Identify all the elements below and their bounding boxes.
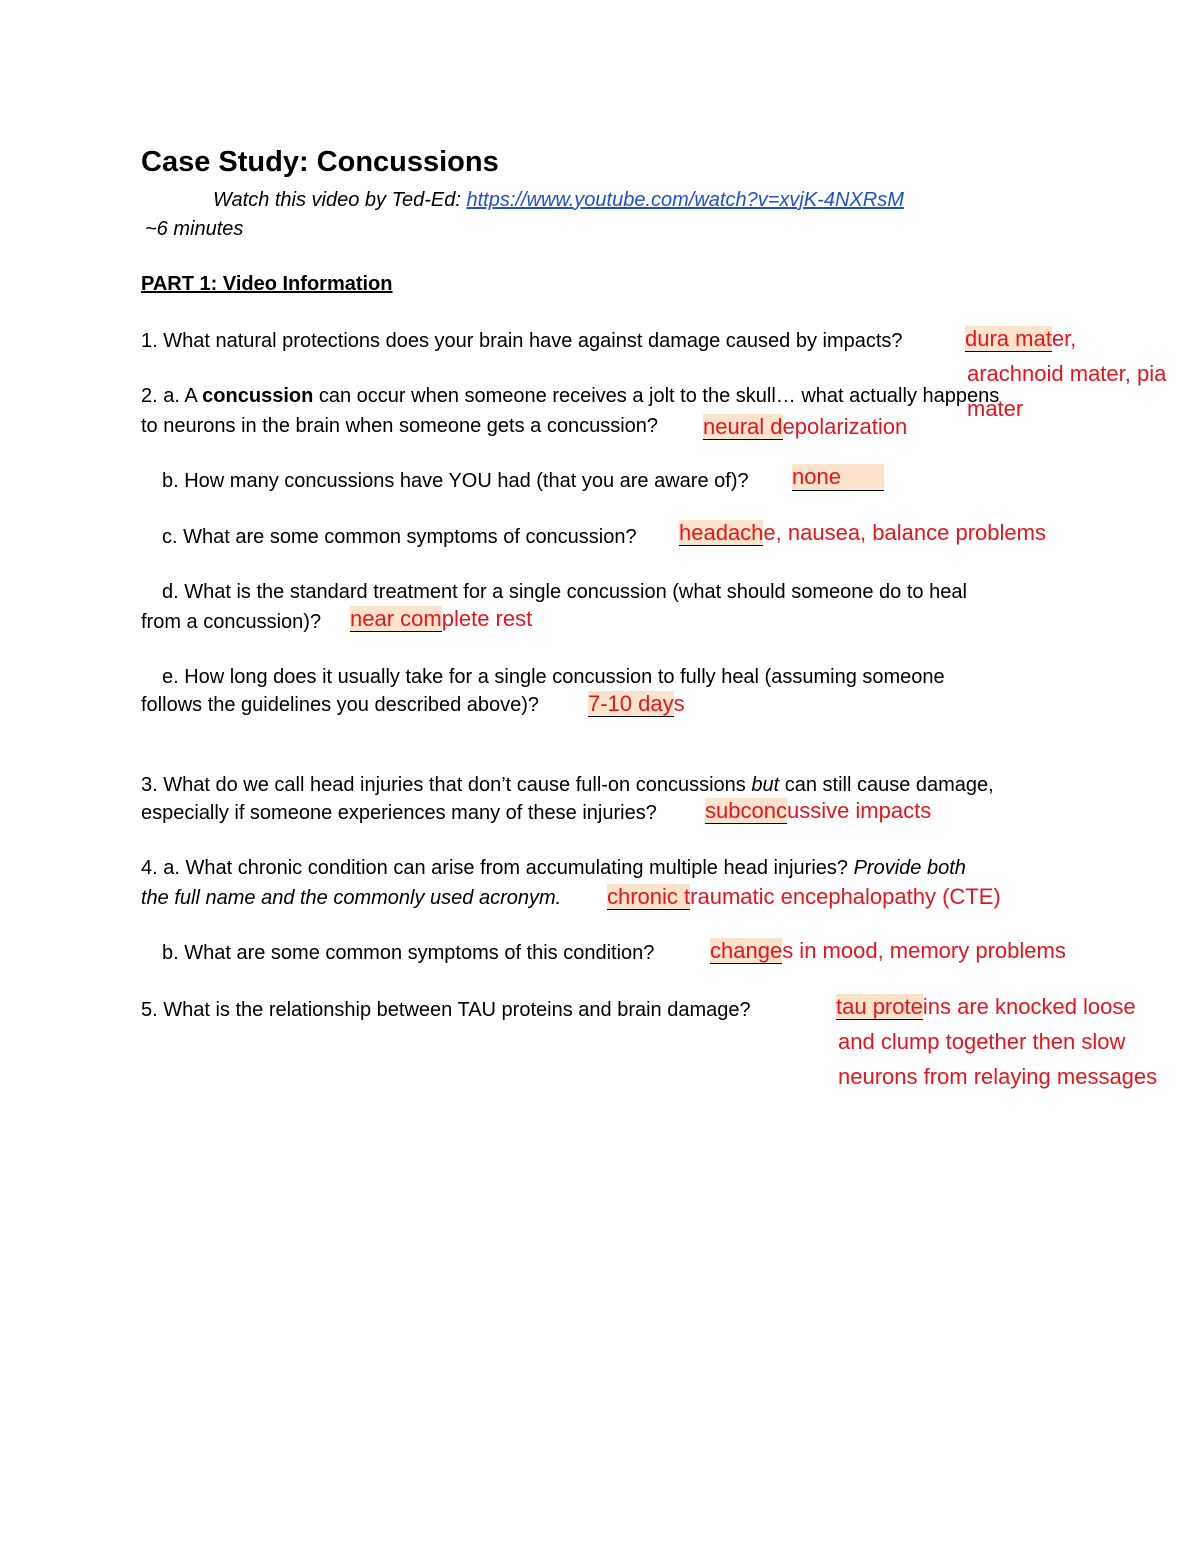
answer-2e — [588, 691, 685, 717]
question-2a-pre: 2. a. A — [141, 385, 203, 407]
question-4a-line2: the full name and the commonly used acronym. — [141, 887, 562, 909]
question-2b: b. How many concussions have YOU had (that you are aware of)? — [162, 470, 749, 492]
video-prefix: Watch this video by Ted-Ed: — [213, 189, 467, 211]
answer-2b-highlight: none — [792, 464, 884, 491]
question-4a-line1 — [141, 856, 966, 880]
answer-2c-rest: e, nausea, balance problems — [763, 520, 1046, 545]
question-4a-italic1: Provide both — [853, 857, 966, 879]
answer-4a — [607, 884, 1001, 910]
answer-4b — [710, 938, 1066, 964]
video-link[interactable]: https://www.youtube.com/watch?v=xvjK-4NXRsM — [466, 189, 904, 211]
question-2a-post: can occur when someone receives a jolt to the skull… what actually happens — [313, 385, 1000, 407]
answer-4a-highlight: chronic t — [607, 884, 691, 909]
answer-5-line2: and clump together then slow — [838, 1029, 1126, 1054]
question-2d-line1: d. What is the standard treatment for a single concussion (what should someone do to heal — [162, 581, 967, 603]
question-3-line2: especially if someone experiences many of these injuries? — [141, 802, 657, 824]
answer-2a-rest: epolarization — [782, 414, 908, 439]
answer-3 — [705, 798, 931, 824]
question-2d-line2: from a concussion)? — [141, 611, 322, 633]
question-3-pre: 3. What do we call head injuries that don’t cause full-on concussions — [141, 774, 752, 796]
answer-4a-rest: raumatic encephalopathy (CTE) — [690, 884, 1001, 909]
question-3-italic: but — [751, 774, 780, 796]
video-instruction — [213, 188, 904, 212]
answer-3-highlight: subconc — [705, 798, 787, 823]
page-title: Case Study: Concussions — [141, 146, 499, 178]
question-5: 5. What is the relationship between TAU proteins and brain damage? — [141, 999, 751, 1021]
question-2a-bold: concussion — [202, 385, 314, 407]
answer-1-highlight: dura mat — [965, 326, 1052, 351]
answer-4b-highlight: change — [710, 938, 783, 963]
question-2e-line2: follows the guidelines you described above)? — [141, 694, 540, 716]
video-duration: ~6 minutes — [145, 218, 244, 240]
question-3-line1 — [141, 773, 994, 797]
answer-3-rest: ussive impacts — [786, 798, 932, 823]
question-2a-line2: to neurons in the brain when someone gets a concussion? — [141, 415, 659, 437]
answer-1-line2: arachnoid mater, pia — [967, 361, 1167, 386]
question-1: 1. What natural protections does your brain have against damage caused by impacts? — [141, 330, 903, 352]
answer-4b-rest: s in mood, memory problems — [782, 938, 1066, 963]
answer-5-rest: ins are knocked loose — [922, 994, 1136, 1019]
answer-2b — [792, 464, 884, 491]
answer-1-rest: er, — [1051, 326, 1077, 351]
answer-2d — [350, 606, 532, 632]
answer-5-line3: neurons from relaying messages — [838, 1064, 1158, 1089]
part1-heading: PART 1: Video Information — [141, 273, 393, 295]
question-2c: c. What are some common symptoms of concussion? — [162, 526, 637, 548]
question-2a-line1 — [141, 384, 999, 408]
answer-2c-highlight: headach — [679, 520, 764, 545]
answer-2a-highlight: neural d — [703, 414, 783, 439]
answer-1 — [965, 326, 1076, 352]
question-3-post: can still cause damage, — [779, 774, 994, 796]
question-2e-line1: e. How long does it usually take for a single concussion to fully heal (assuming someone — [162, 666, 945, 688]
answer-2d-rest: plete rest — [441, 606, 533, 631]
answer-1-line3: mater — [967, 396, 1024, 421]
question-4b: b. What are some common symptoms of this condition? — [162, 942, 655, 964]
answer-2a — [703, 414, 907, 440]
answer-2e-highlight: 7-10 day — [588, 691, 674, 716]
answer-2e-rest: s — [673, 691, 685, 716]
answer-5 — [836, 994, 1136, 1020]
answer-2d-highlight: near com — [350, 606, 442, 631]
question-4a-pre: 4. a. What chronic condition can arise from accumulating multiple head injuries? — [141, 857, 854, 879]
answer-5-highlight: tau prote — [836, 994, 923, 1019]
answer-2c — [679, 520, 1046, 546]
